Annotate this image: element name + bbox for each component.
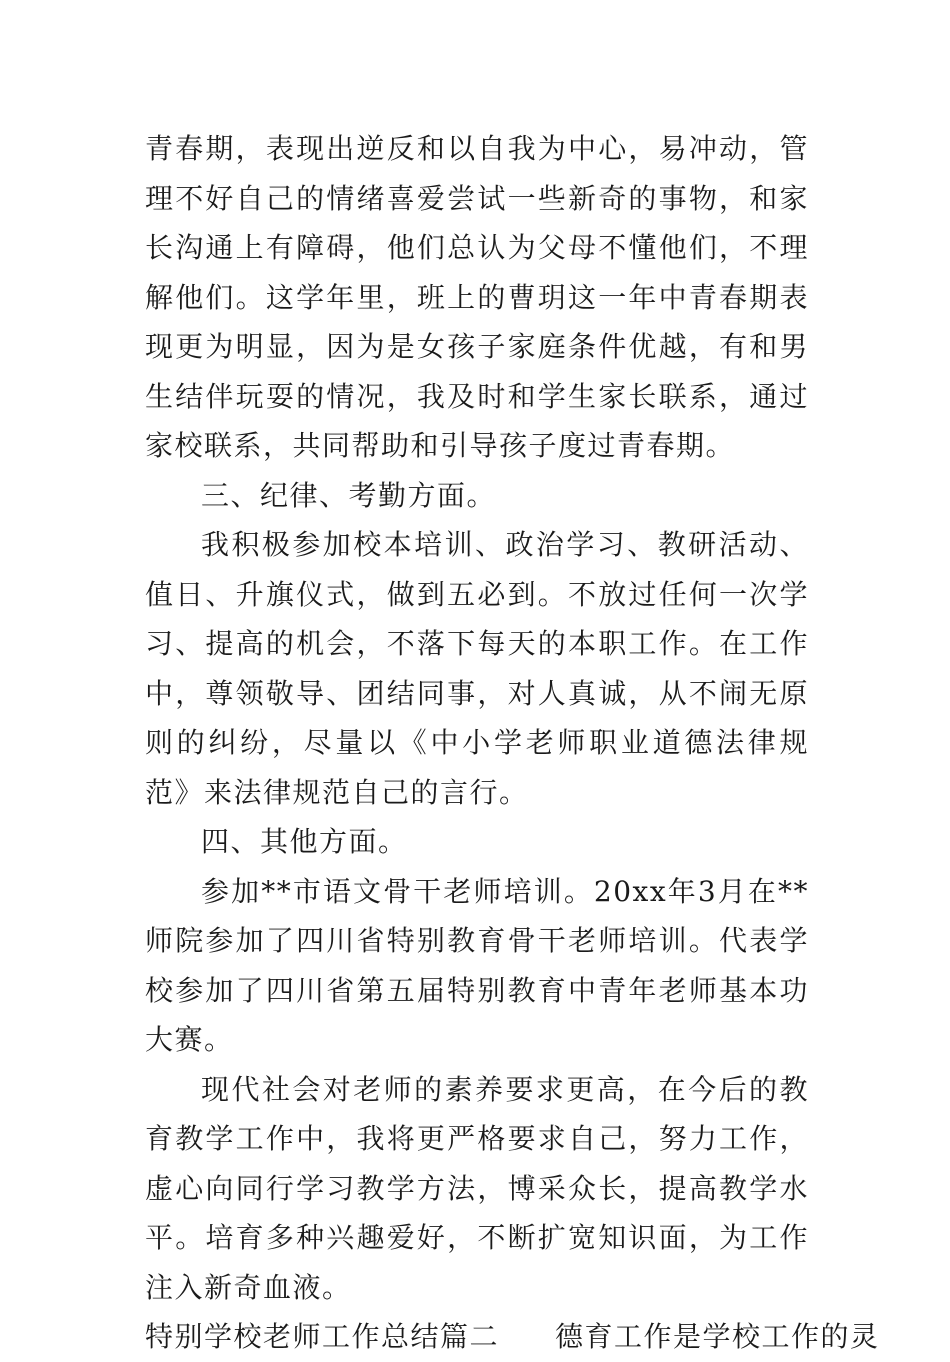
next-section-text: 德育工作是学校工作的灵	[555, 1320, 880, 1353]
section-heading-discipline: 三、纪律、考勤方面。	[201, 478, 497, 512]
next-section-heading: 特别学校老师工作总结篇二	[145, 1320, 500, 1353]
paragraph-conclusion: 现代社会对老师的素养要求更高，在今后的教育教学工作中，我将更严格要求自己，努力工作，虚心向同行学习教学方法，博采众长，提高教学水平。培育多种兴趣爱好，不断扩宽知识面，为工作注入新奇血液。	[145, 1072, 809, 1304]
paragraph-discipline: 我积极参加校本培训、政治学习、教研活动、值日、升旗仪式，做到五必到。不放过任何一次学习、提高的机会，不落下每天的本职工作。在工作中，尊领敬导、团结同事，对人真诚，从不闹无原则的纠纷，尽量以《中小学老师职业道德法律规范》来法律规范自己的言行。	[145, 528, 809, 809]
next-section-line	[145, 1312, 880, 1362]
paragraph-other: 参加**市语文骨干老师培训。20xx年3月在**师院参加了四川省特别教育骨干老师培训。代表学校参加了四川省第五届特别教育中青年老师基本功大赛。	[145, 874, 809, 1056]
paragraph-continuation: 青春期，表现出逆反和以自我为中心，易冲动，管理不好自己的情绪喜爱尝试一些新奇的事物，和家长沟通上有障碍，他们总认为父母不懂他们，不理解他们。这学年里，班上的曹玥这一年中青春期表现更为明显，因为是女孩子家庭条件优越，有和男生结伴玩耍的情况，我及时和学生家长联系，通过家校联系，共同帮助和引导孩子度过青春期。	[145, 132, 809, 462]
section-heading-other: 四、其他方面。	[201, 825, 408, 858]
document-body	[145, 124, 880, 1362]
